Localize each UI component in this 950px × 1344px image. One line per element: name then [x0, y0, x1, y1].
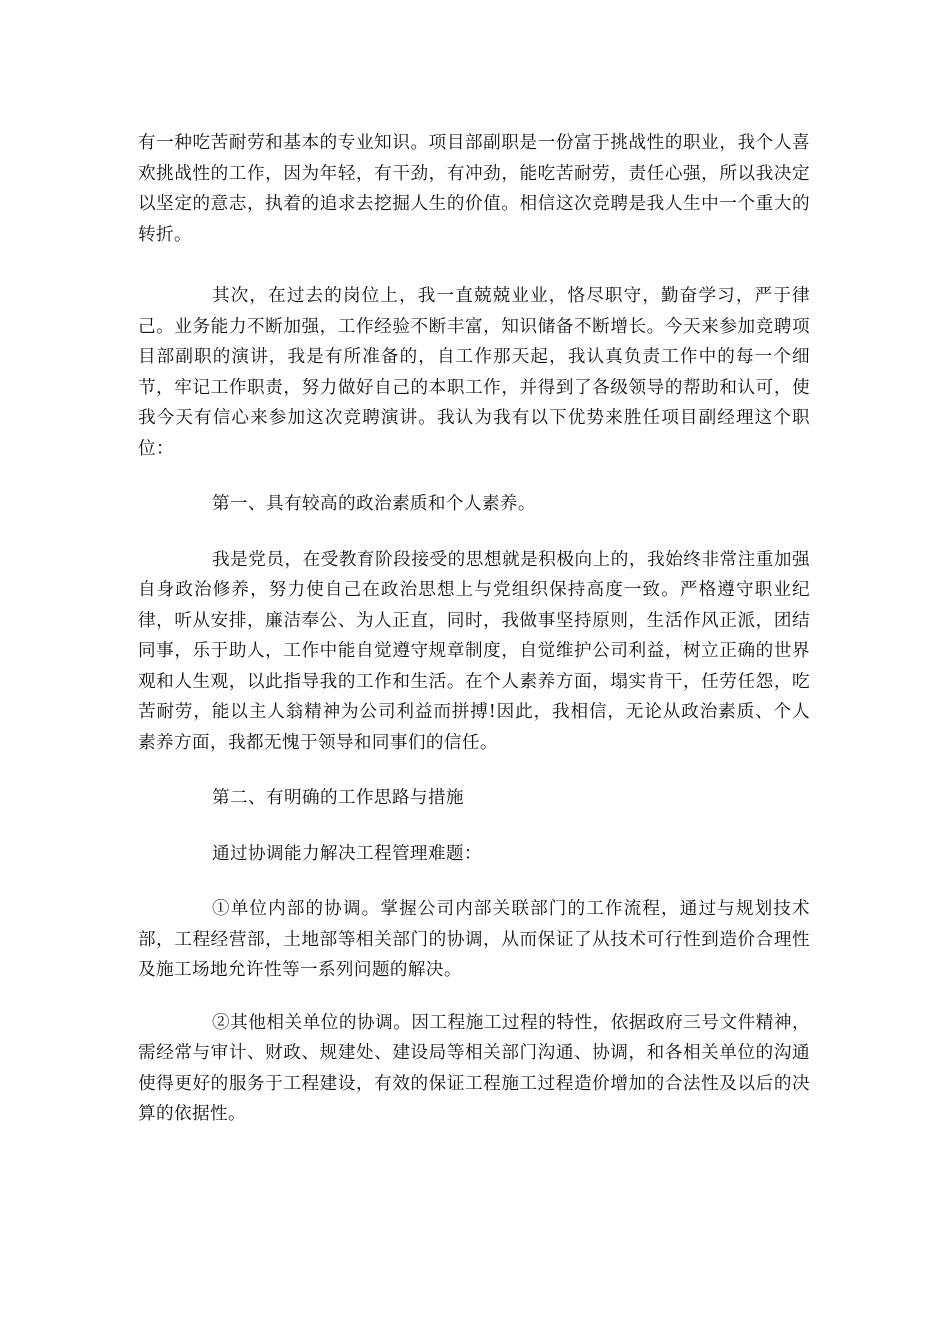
- paragraph-qualifications: 其次，在过去的岗位上，我一直兢兢业业，恪尽职守，勤奋学习，严于律己。业务能力不断加强，工作经验不断丰富，知识储备不断增长。今天来参加竞聘项目部副职的演讲，我是有所准备的，自工作那天起，我认真负责工作中的每一个细节，牢记工作职责，努力做好自己的本职工作，并得到了各级领导的帮助和认可，使我今天有信心来参加这次竞聘演讲。我认为我有以下优势来胜任项目副经理这个职位：: [138, 286, 810, 459]
- section-heading-first: 第一、具有较高的政治素质和个人素养。: [212, 494, 536, 514]
- paragraph-internal-coordination: ①单位内部的协调。掌握公司内部关联部门的工作流程，通过与规划技术部，工程经营部，土地部等相关部门的协调，从而保证了从技术可行性到造价合理性及施工场地允许性等一系列问题的解决。: [138, 899, 810, 980]
- paragraph-coordination-intro: 通过协调能力解决工程管理难题：: [212, 843, 482, 864]
- paragraph-external-coordination: ②其他相关单位的协调。因工程施工过程的特性，依据政府三号文件精神，需经常与审计、财政、规建处、建设局等相关部门沟通、协调，和各相关单位的沟通使得更好的服务于工程建设，有效的保证工程施工过程造价增加的合法性及以后的决算的依据性。: [138, 1012, 810, 1124]
- paragraph-political-quality: 我是党员，在受教育阶段接受的思想就是积极向上的，我始终非常注重加强自身政治修养，努力使自己在政治思想上与党组织保持高度一致。严格遵守职业纪律，听从安排，廉洁奉公、为人正直，同时，我做事坚持原则，生活作风正派，团结同事，乐于助人，工作中能自觉遵守规章制度，自觉维护公司利益，树立正确的世界观和人生观，以此指导我的工作和生活。在个人素养方面，塌实肯干，任劳任怨，吃苦耐劳，能以主人翁精神为公司利益而拼搏!因此，我相信，无论从政治素质、个人素养方面，我都无愧于领导和同事们的信任。: [138, 549, 810, 753]
- document-page: [138, 128, 810, 1130]
- paragraph-intro-continuation: 有一种吃苦耐劳和基本的专业知识。项目部副职是一份富于挑战性的职业，我个人喜欢挑战性的工作，因为年轻，有干劲，有冲劲，能吃苦耐劳，责任心强，所以我决定以坚定的意志，执着的追求去挖掘人生的价值。相信这次竞聘是我人生中一个重大的转折。: [138, 133, 810, 245]
- section-heading-second: 第二、有明确的工作思路与措施: [212, 788, 464, 808]
